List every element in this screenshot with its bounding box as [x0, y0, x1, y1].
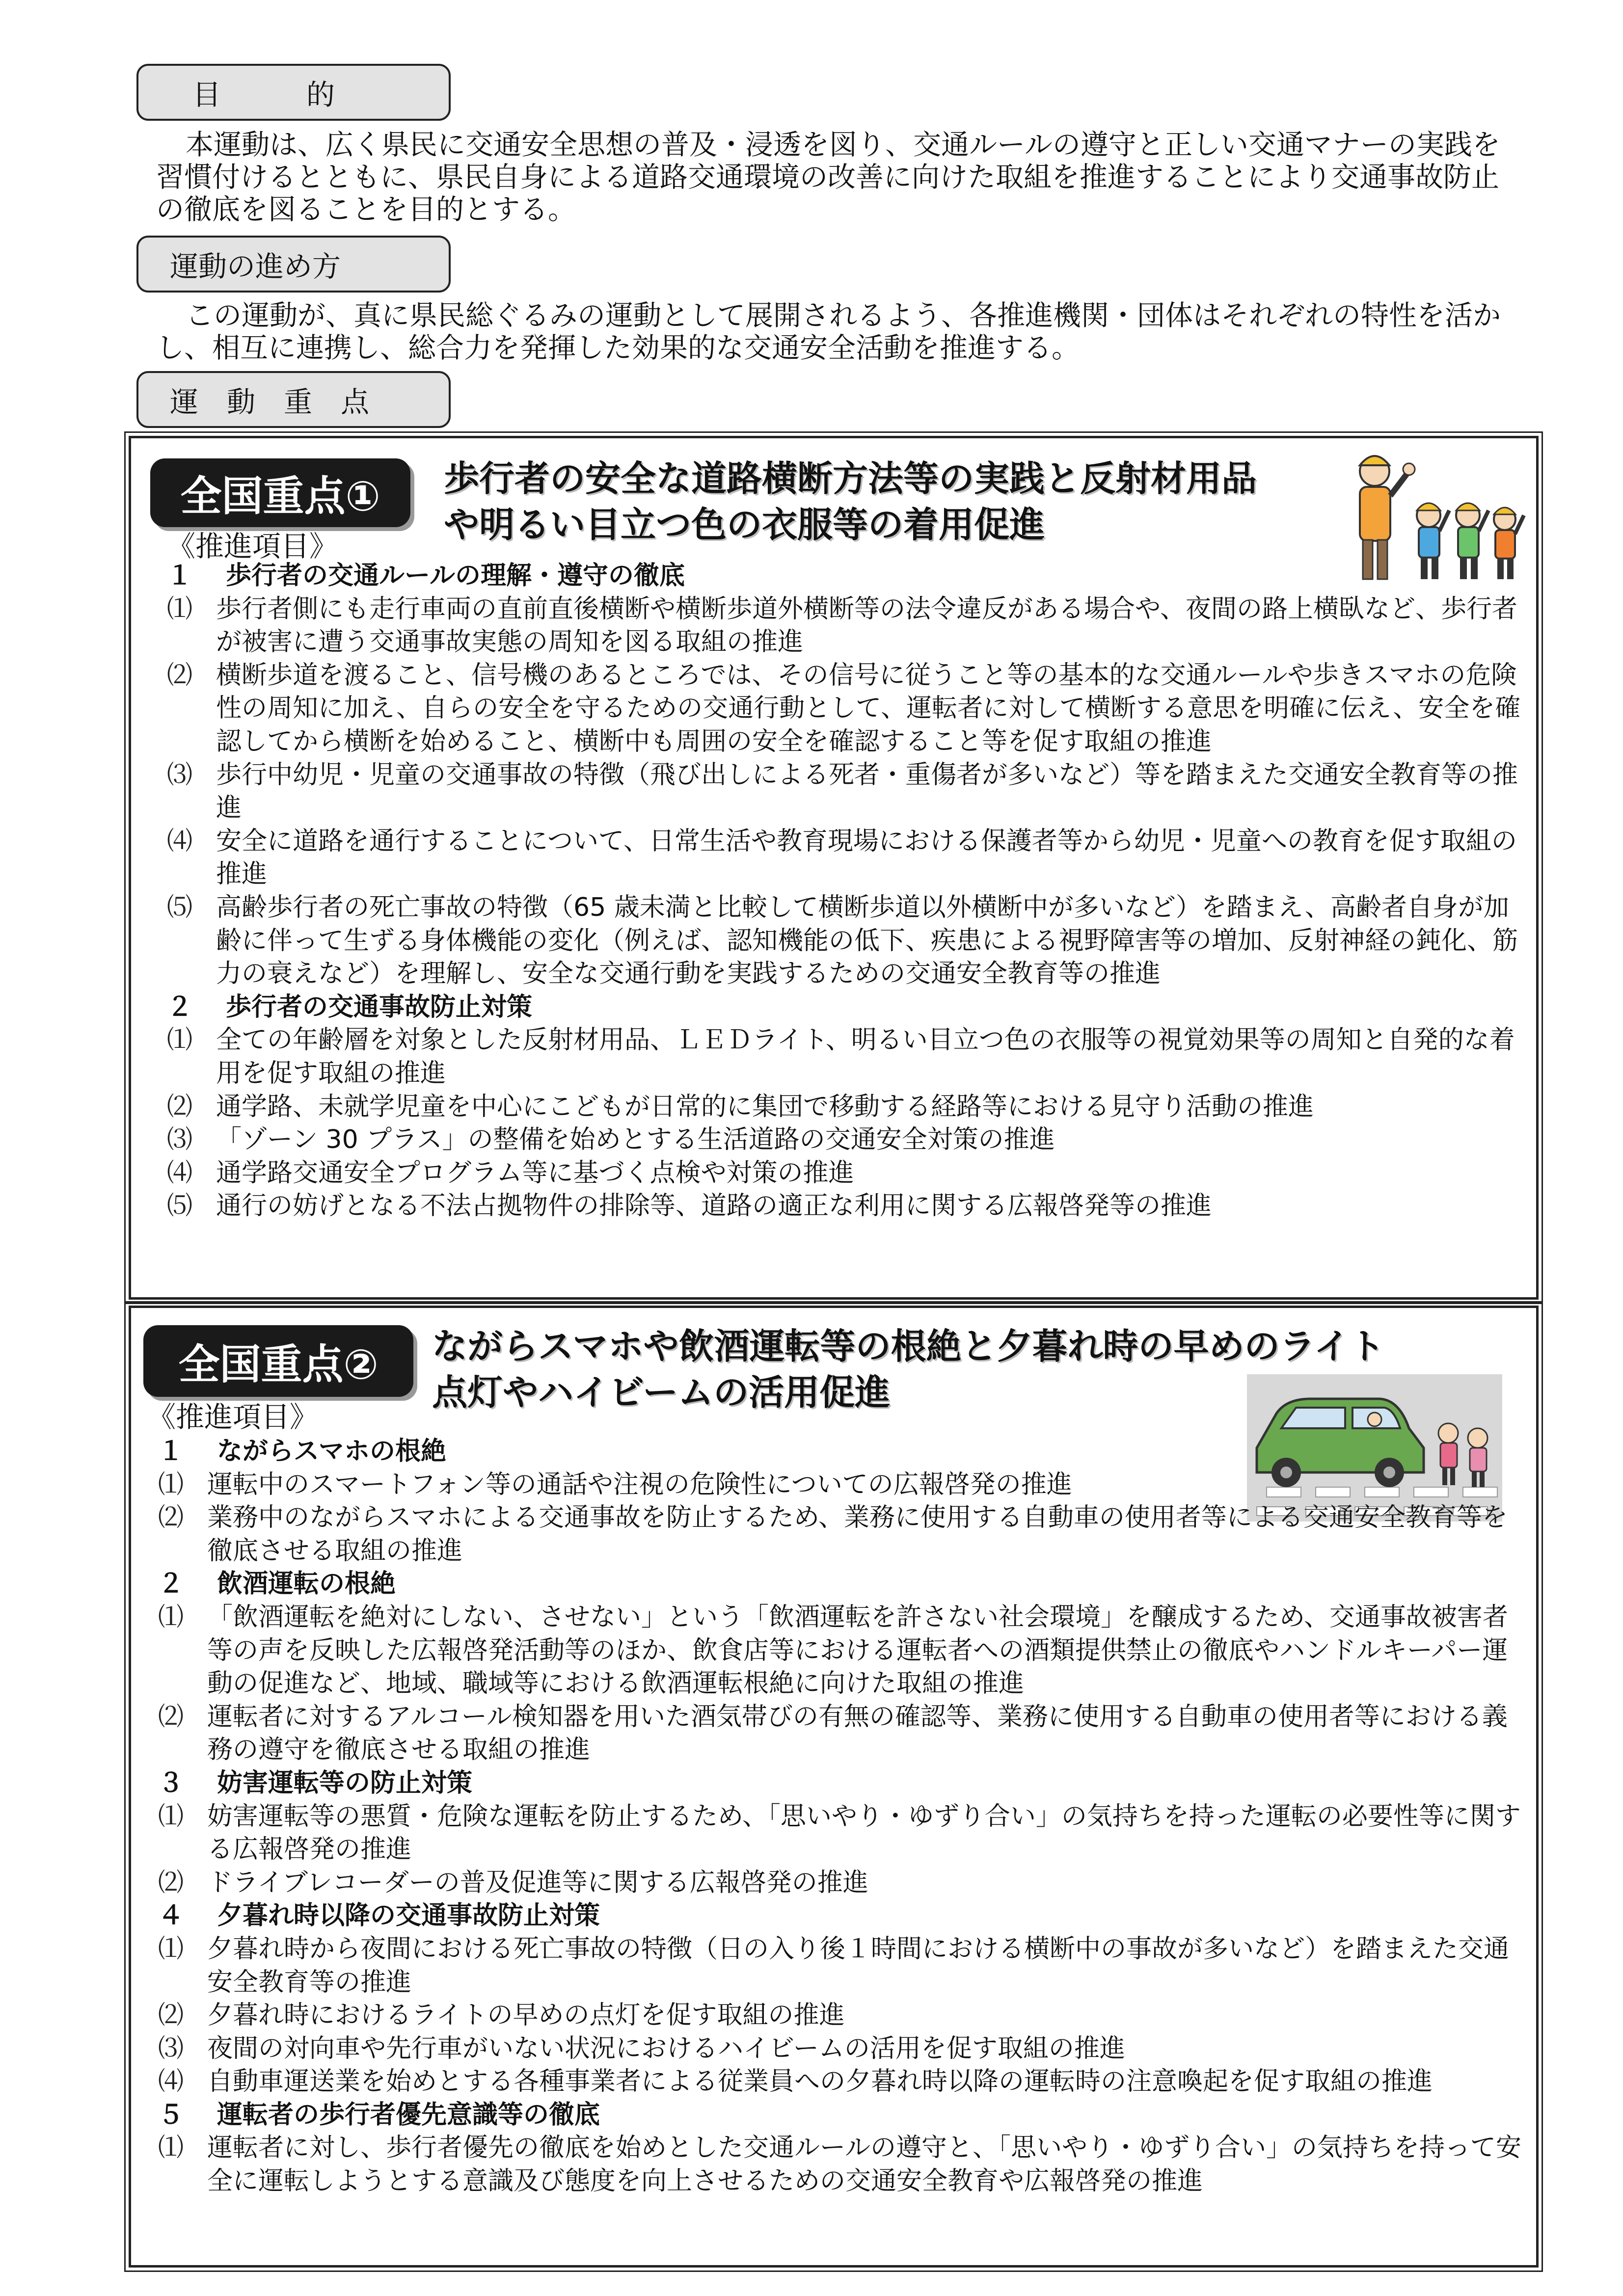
- group-title: ながらスマホの根絶: [217, 1437, 446, 1466]
- group-number: １: [167, 561, 193, 590]
- list-item: ⑵ 業務中のながらスマホによる交通事故を防止するため、業務に使用する自動車の使用者等による交通安全教育等を徹底させる取組の推進: [158, 1503, 1508, 1566]
- purpose-text: 本運動は、広く県民に交通安全思想の普及・浸透を図り、交通ルールの遵守と正しい交通マナーの実践を習慣付けるとともに、県民自身による道路交通環境の改善に向けた取組を推進することにより交通事故防止の徹底を図ることを目的とする。: [156, 129, 1500, 226]
- list-item: ⑸ 高齢歩行者の死亡事故の特徴（65 歳未満と比較して横断歩道以外横断中が多いなど）を踏まえ、高齢者自身が加齢に伴って生ずる身体機能の変化（例えば、認知機能の低下、疾患による視野障害等の増加、反射神経の鈍化、筋力の衰えなど）を理解し、安全な交通行動を実践するための交通安全教育等の推進: [167, 892, 1518, 989]
- method-label: 運動の進め方: [136, 236, 451, 293]
- group-title: 妨害運転等の防止対策: [217, 1768, 473, 1798]
- section2-group-heading: [158, 1767, 1528, 1800]
- section2-title-line1: ながらスマホや飲酒運転等の根絶と夕暮れ時の早めのライト: [432, 1326, 1385, 1367]
- list-item: ⑷ 安全に道路を通行することについて、日常生活や教育現場における保護者等から幼児・児童への教育を促す取組の推進: [167, 826, 1517, 889]
- group-number: １: [158, 1437, 184, 1466]
- group-title: 飲酒運転の根絶: [217, 1569, 396, 1599]
- list-item: ⑶ 「ゾーン 30 プラス」の整備を始めとする生活道路の交通安全対策の推進: [167, 1125, 1055, 1155]
- list-item: ⑶ 夜間の対向車や先行車がいない状況におけるハイビームの活用を促す取組の推進: [158, 2033, 1125, 2063]
- group-title: 歩行者の交通事故防止対策: [226, 992, 533, 1022]
- group-number: ５: [158, 2100, 184, 2130]
- list-item: ⑴ 歩行者側にも走行車両の直前直後横断や横断歩道外横断等の法令違反がある場合や、夜間の路上横臥など、歩行者が被害に遭う交通事故実態の周知を図る取組の推進: [167, 594, 1517, 657]
- group-number: ２: [167, 992, 193, 1022]
- list-item: ⑸ 通行の妨げとなる不法占拠物件の排除等、道路の適正な利用に関する広報啓発等の推進: [167, 1191, 1212, 1221]
- list-item: ⑷ 通学路交通安全プログラム等に基づく点検や対策の推進: [167, 1158, 854, 1188]
- section2-badge: 全国重点②: [143, 1325, 413, 1397]
- focus-label: 運 動 重 点: [136, 371, 451, 428]
- section1-push-label: 《推進項目》: [167, 530, 338, 563]
- section2-group-heading: [158, 1899, 1528, 1933]
- section1-group-heading: [167, 560, 1527, 593]
- section1-title-line1: 歩行者の安全な道路横断方法等の実践と反射材用品: [444, 458, 1257, 499]
- group-title: 歩行者の交通ルールの理解・遵守の徹底: [226, 561, 685, 590]
- list-item: ⑵ 運転者に対するアルコール検知器を用いた酒気帯びの有無の確認等、業務に使用する自動車の使用者等における義務の遵守を徹底させる取組の推進: [158, 1702, 1508, 1765]
- section2-push-label: 《推進項目》: [147, 1400, 319, 1434]
- list-item: ⑶ 歩行中幼児・児童の交通事故の特徴（飛び出しによる死者・重傷者が多いなど）等を踏まえた交通安全教育等の推進: [167, 760, 1518, 823]
- group-number: ３: [158, 1768, 184, 1798]
- section1-badge: 全国重点①: [150, 458, 410, 527]
- section2-items: [158, 1435, 1528, 2198]
- group-number: ４: [158, 1901, 184, 1931]
- list-item: ⑴ 夕暮れ時から夜間における死亡事故の特徴（日の入り後１時間における横断中の事故が多いなど）を踏まえた交通安全教育等の推進: [158, 1934, 1510, 1997]
- list-item: ⑴ 妨害運転等の悪質・危険な運転を防止するため、「思いやり・ゆずり合い」の気持ちを持った運転の必要性等に関する広報啓発の推進: [158, 1801, 1521, 1865]
- section1-title-line2: や明るい目立つ色の衣服等の着用促進: [444, 504, 1045, 545]
- list-item: ⑵ ドライブレコーダーの普及促進等に関する広報啓発の推進: [158, 1868, 868, 1897]
- purpose-label: 目 的: [136, 64, 451, 121]
- section1-group-heading: [167, 991, 1527, 1024]
- list-item: ⑴ 運転中のスマートフォン等の通話や注視の危険性についての広報啓発の推進: [158, 1469, 1072, 1499]
- group-number: ２: [158, 1569, 184, 1599]
- section1-items: [167, 560, 1527, 1223]
- list-item: ⑵ 横断歩道を渡ること、信号機のあるところでは、その信号に従うこと等の基本的な交通ルールや歩きスマホの危険性の周知に加え、自らの安全を守るための交通行動として、運転者に対して横断する意思を明確に伝え、安全を確認してから横断を始めること、横断中も周囲の安全を確認すること等を促す取組の推進: [167, 660, 1521, 756]
- list-item: ⑴ 全ての年齢層を対象とした反射材用品、ＬＥＤライト、明るい目立つ色の衣服等の視覚効果等の周知と自発的な着用を促す取組の推進: [167, 1025, 1515, 1088]
- group-title: 夕暮れ時以降の交通事故防止対策: [217, 1901, 600, 1931]
- group-title: 運転者の歩行者優先意識等の徹底: [217, 2100, 600, 2130]
- section1-title: [444, 455, 1377, 548]
- section2-group-heading: [158, 1435, 1528, 1468]
- section2-group-heading: [158, 1568, 1528, 1601]
- list-item: ⑴ 運転者に対し、歩行者優先の徹底を始めとした交通ルールの遵守と、「思いやり・ゆずり合い」の気持ちを持って安全に運転しようとする意識及び態度を向上させるための交通安全教育や広報啓発の推進: [158, 2133, 1521, 2196]
- method-text: この運動が、真に県民総ぐるみの運動として展開されるよう、各推進機関・団体はそれぞれの特性を活かし、相互に連携し、総合力を発揮した効果的な交通安全活動を推進する。: [156, 299, 1501, 364]
- section2-title-line2: 点灯やハイビームの活用促進: [432, 1372, 891, 1413]
- list-item: ⑵ 夕暮れ時におけるライトの早めの点灯を促す取組の推進: [158, 2001, 845, 2030]
- list-item: ⑴ 「飲酒運転を絶対にしない、させない」という「飲酒運転を許さない社会環境」を醸成するため、交通事故被害者等の声を反映した広報啓発活動等のほか、飲食店等における運転者への酒類提供禁止の徹底やハンドルキーパー運動の促進など、地域、職域等における飲酒運転根絶に向けた取組の推進: [158, 1602, 1508, 1699]
- list-item: ⑷ 自動車運送業を始めとする各種事業者による従業員への夕暮れ時以降の運転時の注意喚起を促す取組の推進: [158, 2067, 1433, 2097]
- section2-group-heading: [158, 2099, 1528, 2132]
- list-item: ⑵ 通学路、未就学児童を中心にこどもが日常的に集団で移動する経路等における見守り活動の推進: [167, 1092, 1314, 1121]
